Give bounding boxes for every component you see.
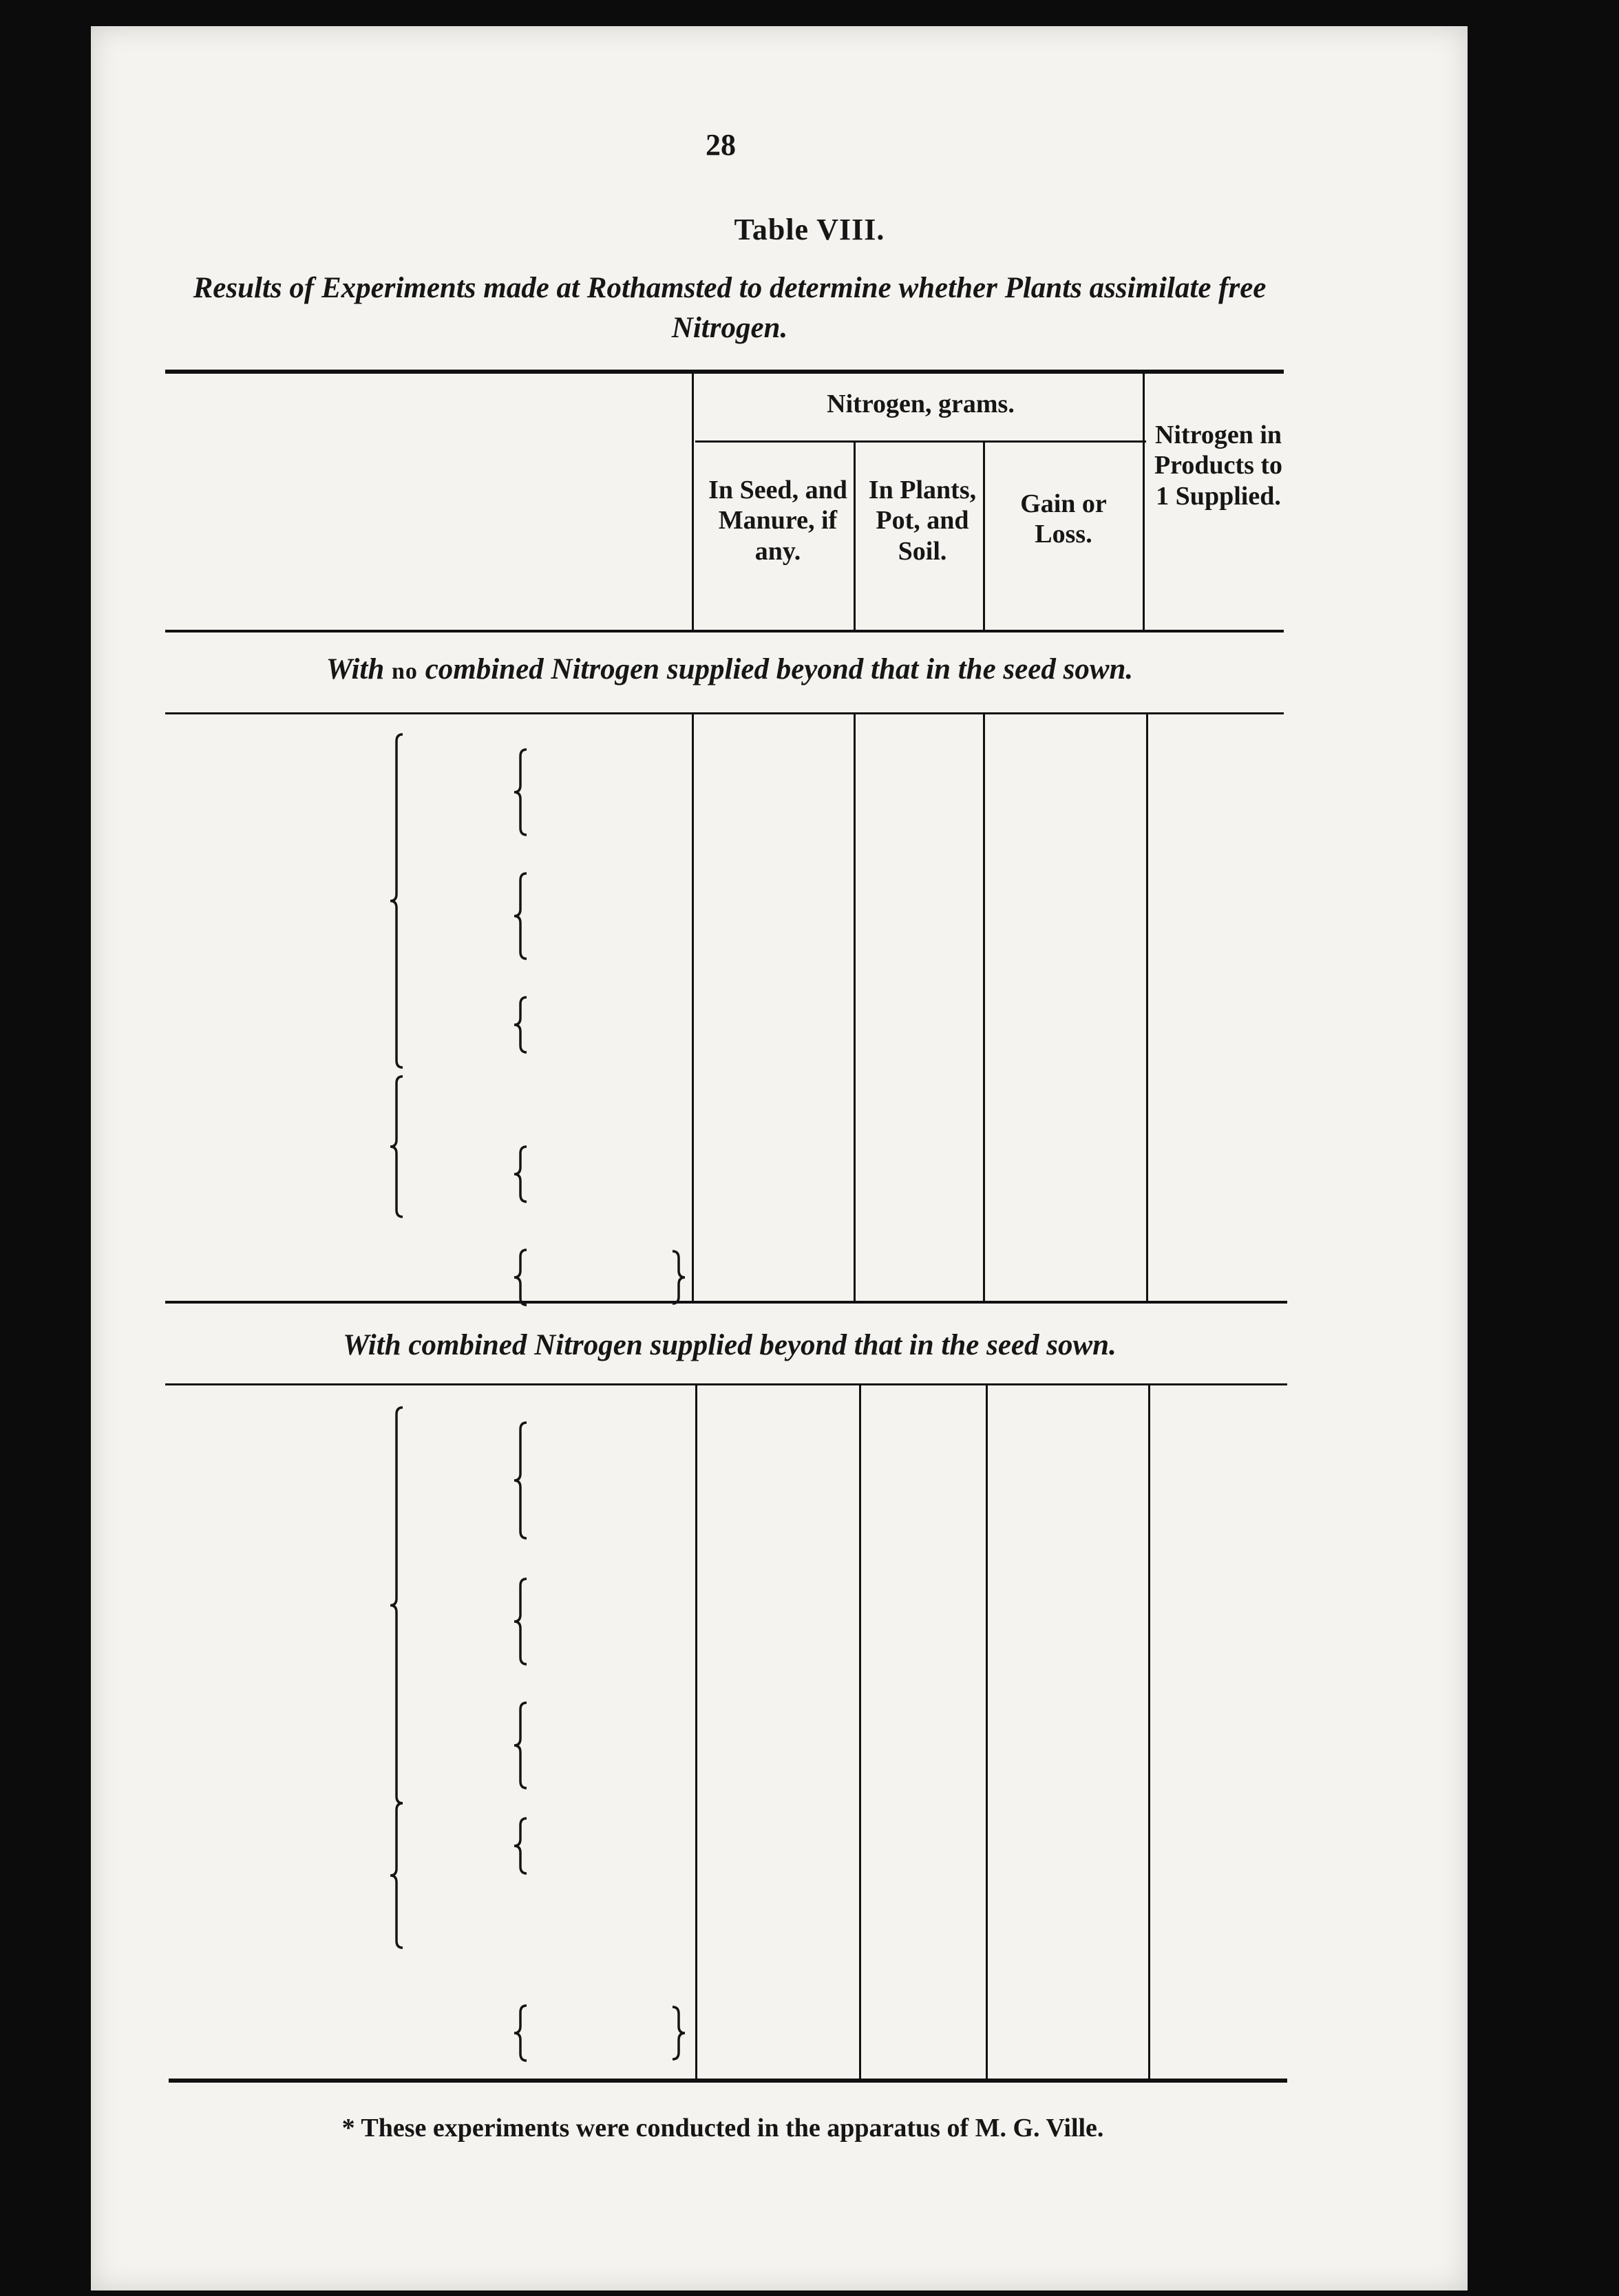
col-line-gain-s1: [983, 714, 985, 1301]
header-in-plants: In Plants, Pot, and Soil.: [868, 476, 977, 566]
section2-bottom-rule: [165, 1383, 1287, 1385]
top-thick-rule: [165, 370, 1284, 374]
col-line-plants-s1: [854, 714, 856, 1301]
group-brace: [389, 1802, 404, 1949]
header-bottom-rule: [165, 630, 1284, 633]
page-number: 28: [706, 128, 736, 162]
header-nitrogen-ratio: Nitrogen in Products to 1 Supplied.: [1154, 421, 1283, 511]
plant-brace: [513, 748, 528, 836]
header-nitrogen-grams: Nitrogen, grams.: [827, 390, 1015, 418]
plant-brace: [513, 1817, 528, 1875]
col-line-gain-s2: [986, 1385, 988, 2079]
footnote: * These experiments were conducted in the apparatus of M. G. Ville.: [341, 2114, 1104, 2143]
plant-brace: [513, 1248, 528, 1306]
col-line-gain-header: [983, 443, 985, 630]
table-title: Table VIII.: [734, 213, 885, 246]
plant-brace: [513, 2004, 528, 2062]
group-brace: [389, 733, 404, 1069]
section1-title-smallcaps: no: [392, 659, 418, 684]
plant-brace: [513, 1701, 528, 1789]
col-line-seed-s1: [692, 714, 694, 1301]
col-line-ratio-s1: [1146, 714, 1148, 1301]
plant-brace: [513, 872, 528, 960]
plant-closing-brace: [671, 2006, 686, 2061]
bottom-thick-rule: [169, 2079, 1287, 2083]
plant-closing-brace: [671, 1250, 686, 1305]
col-line-plants-s2: [859, 1385, 861, 2079]
section1-title-b: combined Nitrogen supplied beyond that in the seed sown.: [417, 653, 1134, 685]
plant-brace: [513, 1421, 528, 1540]
header-in-seed: In Seed, and Manure, if any.: [708, 476, 847, 566]
col-line-ratio-s2: [1148, 1385, 1150, 2079]
section1-title-a: With: [326, 653, 392, 685]
section-title-with-combined-nitrogen: With combined Nitrogen supplied beyond that in the seed sown.: [343, 1329, 1117, 1361]
nitrogen-group-underline: [695, 440, 1146, 443]
mid-rule-top: [165, 1301, 1287, 1304]
header-gain-or-loss: Gain or Loss.: [1020, 489, 1107, 549]
table-caption: Results of Experiments made at Rothamsted to determine whether Plants assimilate free Nitrogen.: [193, 272, 1267, 345]
col-line-ratio-header: [1143, 374, 1145, 630]
col-line-seed-header: [692, 374, 694, 630]
plant-brace: [513, 1145, 528, 1203]
section1-bottom-rule: [165, 712, 1284, 714]
col-line-plants-header: [854, 443, 856, 630]
group-brace: [389, 1075, 404, 1218]
col-line-seed-s2: [695, 1385, 697, 2079]
group-brace: [389, 1406, 404, 1805]
plant-brace: [513, 1577, 528, 1666]
plant-brace: [513, 996, 528, 1054]
section-title-no-combined-nitrogen: [165, 652, 1294, 686]
book-page: [91, 26, 1468, 2290]
